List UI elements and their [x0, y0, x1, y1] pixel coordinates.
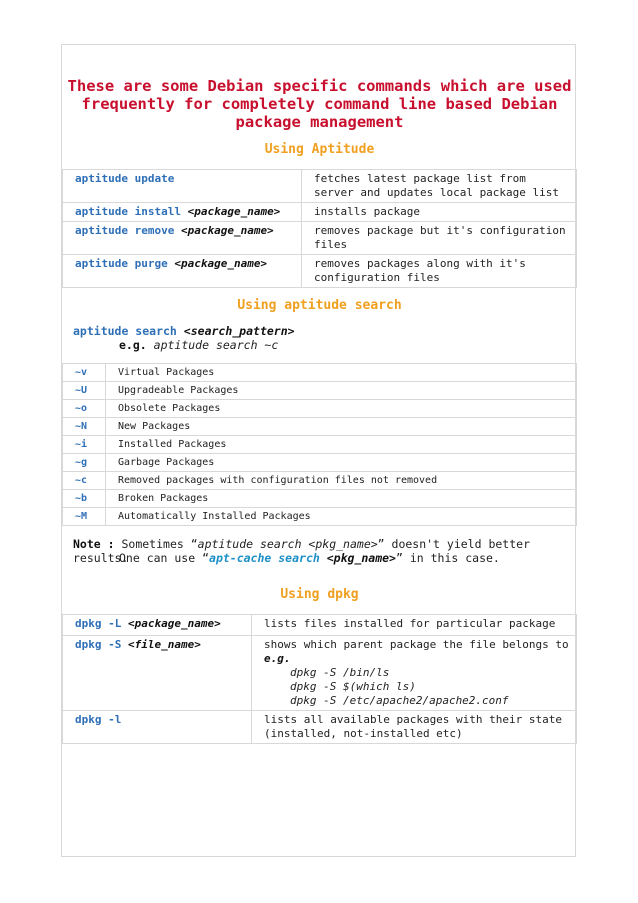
- table-row: aptitude update fetches latest package list from server and updates local package list: [63, 170, 577, 203]
- table-row: dpkg -l lists all available packages with their state (installed, not-installed etc): [63, 711, 577, 744]
- table-row: ~c Removed packages with configuration files not removed: [63, 472, 577, 490]
- table-row: aptitude remove <package_name> removes package but it's configuration files: [63, 222, 577, 255]
- heading-aptitude-search: Using aptitude search: [237, 298, 402, 313]
- table-row: ~o Obsolete Packages: [63, 400, 577, 418]
- heading-aptitude: Using Aptitude: [264, 142, 375, 157]
- table-row: ~N New Packages: [63, 418, 577, 436]
- table-row: ~b Broken Packages: [63, 490, 577, 508]
- table-row: ~g Garbage Packages: [63, 454, 577, 472]
- aptitude-table: [62, 169, 577, 288]
- search-syntax: aptitude search <search_pattern>: [73, 324, 295, 338]
- dpkg-table: [62, 614, 577, 744]
- heading-dpkg: Using dpkg: [280, 587, 359, 602]
- table-row: dpkg -S <file_name> shows which parent package the file belongs to e.g. dpkg -S /bin/ls dpkg -S $(which ls) dpkg -S /etc/apache2/apache2.conf: [63, 636, 577, 711]
- table-row: ~i Installed Packages: [63, 436, 577, 454]
- document-page: [61, 44, 576, 857]
- table-row: ~U Upgradeable Packages: [63, 382, 577, 400]
- page-title: These are some Debian specific commands which are used frequently for completely command line based Debian package management: [67, 77, 572, 131]
- table-row: dpkg -L <package_name> lists files installed for particular package: [63, 615, 577, 636]
- note: Note : Sometimes “aptitude search <pkg_name>” doesn't yield better results.: [73, 537, 530, 565]
- table-row: aptitude purge <package_name> removes packages along with it's configuration files: [63, 255, 577, 288]
- table-row: aptitude install <package_name> installs package: [63, 203, 577, 222]
- note-line-2: One can use “apt-cache search <pkg_name>” in this case.: [119, 551, 500, 565]
- search-example: e.g. aptitude search ~c: [119, 338, 279, 352]
- search-patterns-table: [62, 363, 577, 526]
- table-row: ~M Automatically Installed Packages: [63, 508, 577, 526]
- table-row: ~v Virtual Packages: [63, 364, 577, 382]
